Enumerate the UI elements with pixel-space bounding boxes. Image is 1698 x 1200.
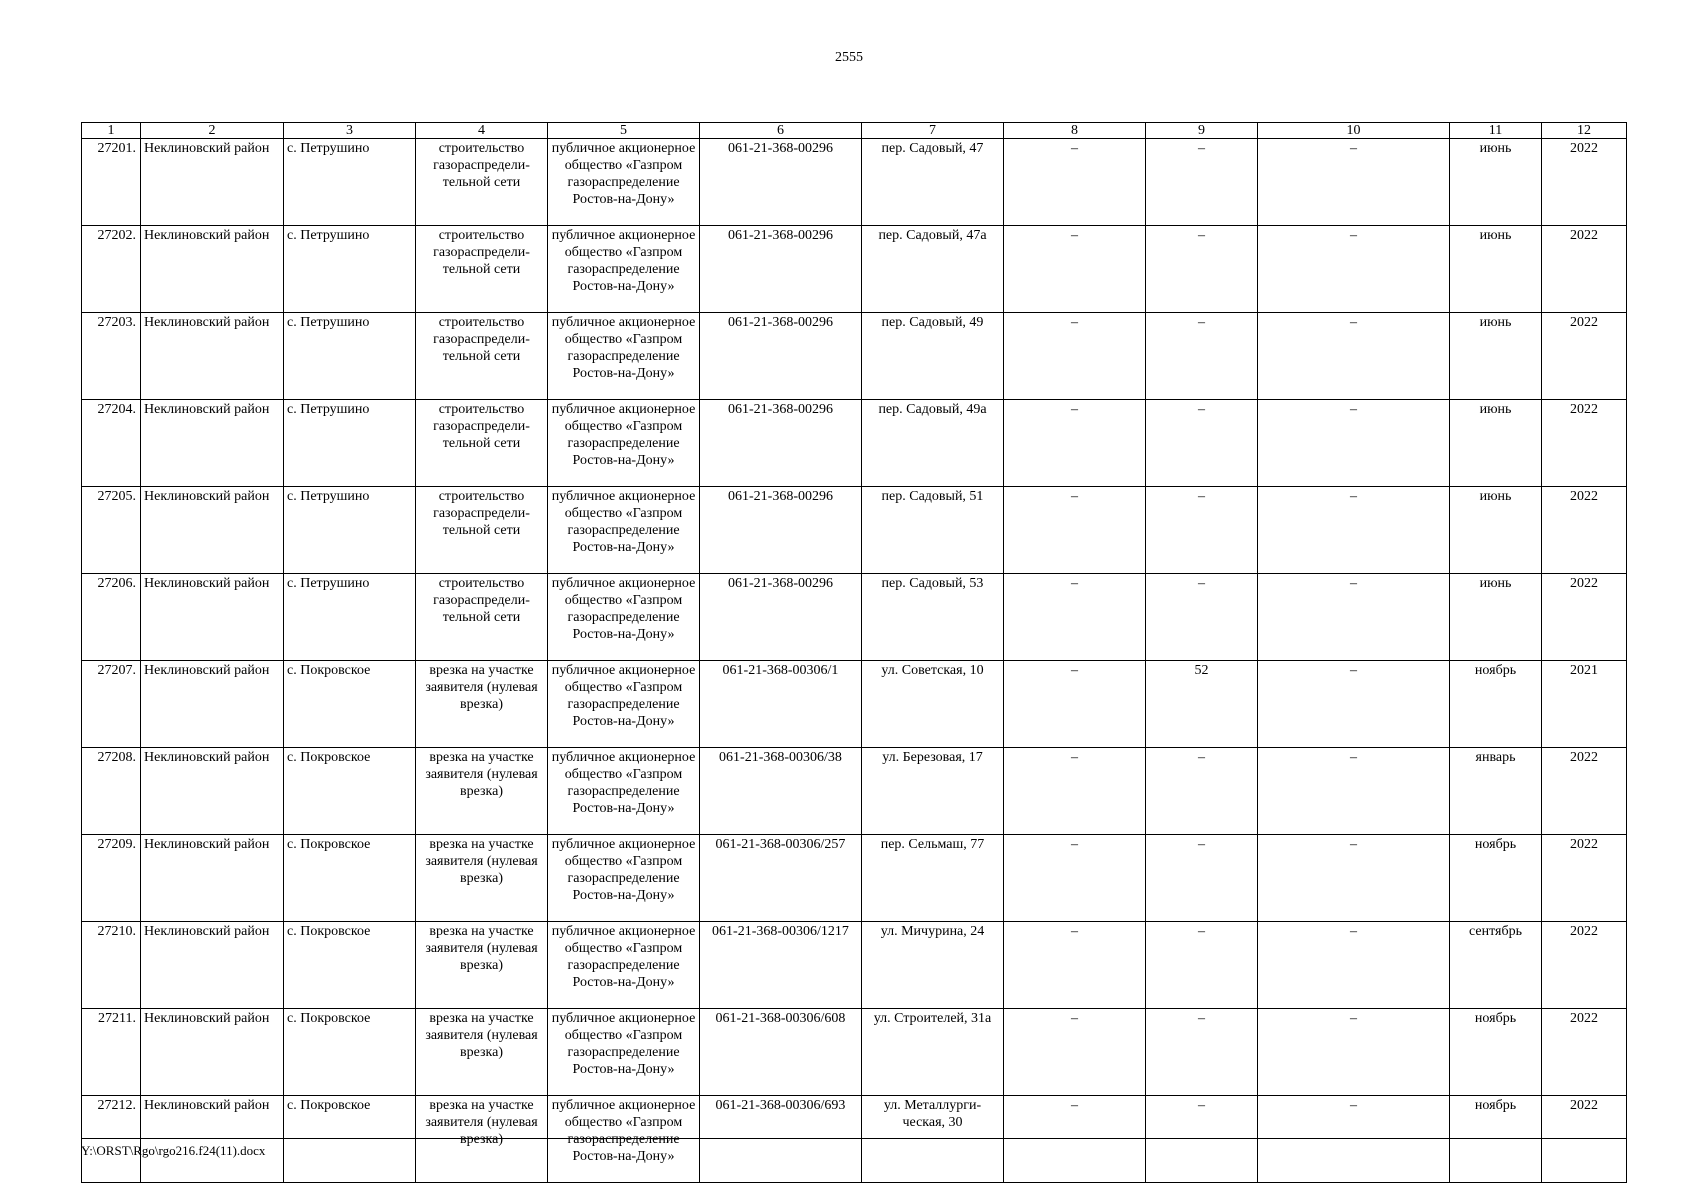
cell-organization: публичное акционерное общество «Газпром газораспределение Ростов-на-Дону» [548, 400, 700, 487]
cell-year: 2022 [1542, 1096, 1627, 1183]
table-row [82, 922, 1627, 1009]
cell-code: 061-21-368-00306/608 [700, 1009, 862, 1096]
cell-district: Неклиновский район [141, 661, 284, 748]
cell-month: ноябрь [1450, 661, 1542, 748]
cell-col8: – [1004, 1096, 1146, 1183]
cell-organization: публичное акционерное общество «Газпром газораспределение Ростов-на-Дону» [548, 835, 700, 922]
column-header: 6 [700, 123, 862, 139]
cell-code: 061-21-368-00306/1217 [700, 922, 862, 1009]
cell-organization: публичное акционерное общество «Газпром газораспределение Ростов-на-Дону» [548, 313, 700, 400]
column-number-row [82, 123, 1627, 139]
data-table [81, 122, 1627, 1183]
cell-organization: публичное акционерное общество «Газпром газораспределение Ростов-на-Дону» [548, 487, 700, 574]
cell-settlement: с. Петрушино [284, 313, 416, 400]
table-row [82, 139, 1627, 226]
cell-col9: – [1146, 922, 1258, 1009]
cell-col8: – [1004, 487, 1146, 574]
cell-settlement: с. Покровское [284, 1009, 416, 1096]
cell-district: Неклиновский район [141, 748, 284, 835]
cell-code: 061-21-368-00306/1 [700, 661, 862, 748]
table-body [82, 139, 1627, 1183]
cell-district: Неклиновский район [141, 835, 284, 922]
cell-work-type: врезка на участке заявителя (нулевая врезка) [416, 835, 548, 922]
table-row [82, 400, 1627, 487]
table-row [82, 226, 1627, 313]
cell-number: 27206. [82, 574, 141, 661]
column-header: 5 [548, 123, 700, 139]
cell-settlement: с. Петрушино [284, 400, 416, 487]
cell-work-type: строительство газораспредели-тельной сети [416, 139, 548, 226]
cell-work-type: строительство газораспредели-тельной сети [416, 487, 548, 574]
column-header: 4 [416, 123, 548, 139]
cell-col10: – [1258, 400, 1450, 487]
table-row [82, 487, 1627, 574]
column-header: 2 [141, 123, 284, 139]
cell-number: 27201. [82, 139, 141, 226]
cell-month: июнь [1450, 400, 1542, 487]
cell-district: Неклиновский район [141, 400, 284, 487]
cell-col10: – [1258, 748, 1450, 835]
cell-col10: – [1258, 313, 1450, 400]
cell-organization: публичное акционерное общество «Газпром газораспределение Ростов-на-Дону» [548, 574, 700, 661]
cell-year: 2022 [1542, 139, 1627, 226]
cell-col10: – [1258, 661, 1450, 748]
cell-year: 2021 [1542, 661, 1627, 748]
cell-district: Неклиновский район [141, 1009, 284, 1096]
cell-district: Неклиновский район [141, 487, 284, 574]
cell-month: июнь [1450, 487, 1542, 574]
cell-col8: – [1004, 1009, 1146, 1096]
table-row [82, 1009, 1627, 1096]
cell-month: январь [1450, 748, 1542, 835]
cell-col10: – [1258, 922, 1450, 1009]
cell-col9: – [1146, 487, 1258, 574]
cell-col9: – [1146, 139, 1258, 226]
cell-work-type: строительство газораспредели-тельной сети [416, 574, 548, 661]
cell-month: июнь [1450, 139, 1542, 226]
cell-address: пер. Садовый, 49а [862, 400, 1004, 487]
cell-month: июнь [1450, 574, 1542, 661]
cell-work-type: врезка на участке заявителя (нулевая врезка) [416, 748, 548, 835]
cell-month: сентябрь [1450, 922, 1542, 1009]
cell-col9: – [1146, 1096, 1258, 1183]
cell-year: 2022 [1542, 922, 1627, 1009]
cell-address: ул. Металлурги-ческая, 30 [862, 1096, 1004, 1183]
cell-settlement: с. Покровское [284, 661, 416, 748]
cell-address: ул. Березовая, 17 [862, 748, 1004, 835]
cell-col8: – [1004, 661, 1146, 748]
cell-number: 27211. [82, 1009, 141, 1096]
cell-year: 2022 [1542, 574, 1627, 661]
cell-col8: – [1004, 922, 1146, 1009]
cell-organization: публичное акционерное общество «Газпром газораспределение Ростов-на-Дону» [548, 748, 700, 835]
cell-address: пер. Садовый, 49 [862, 313, 1004, 400]
cell-col9: – [1146, 835, 1258, 922]
cell-district: Неклиновский район [141, 574, 284, 661]
cell-year: 2022 [1542, 835, 1627, 922]
cell-col9: – [1146, 1009, 1258, 1096]
cell-settlement: с. Петрушино [284, 487, 416, 574]
cell-col10: – [1258, 1096, 1450, 1183]
cell-address: пер. Садовый, 51 [862, 487, 1004, 574]
cell-settlement: с. Покровское [284, 748, 416, 835]
cell-year: 2022 [1542, 1009, 1627, 1096]
cell-work-type: врезка на участке заявителя (нулевая врезка) [416, 1009, 548, 1096]
cell-col10: – [1258, 226, 1450, 313]
cell-address: пер. Сельмаш, 77 [862, 835, 1004, 922]
cell-col10: – [1258, 139, 1450, 226]
cell-col8: – [1004, 835, 1146, 922]
cell-work-type: строительство газораспредели-тельной сети [416, 226, 548, 313]
cell-settlement: с. Покровское [284, 1096, 416, 1183]
column-header: 3 [284, 123, 416, 139]
cell-settlement: с. Петрушино [284, 574, 416, 661]
column-header: 12 [1542, 123, 1627, 139]
cell-number: 27205. [82, 487, 141, 574]
cell-year: 2022 [1542, 400, 1627, 487]
cell-code: 061-21-368-00296 [700, 226, 862, 313]
cell-col8: – [1004, 748, 1146, 835]
cell-district: Неклиновский район [141, 313, 284, 400]
cell-settlement: с. Покровское [284, 922, 416, 1009]
cell-settlement: с. Петрушино [284, 139, 416, 226]
cell-address: пер. Садовый, 47 [862, 139, 1004, 226]
cell-number: 27204. [82, 400, 141, 487]
cell-code: 061-21-368-00306/693 [700, 1096, 862, 1183]
cell-address: пер. Садовый, 47а [862, 226, 1004, 313]
cell-settlement: с. Петрушино [284, 226, 416, 313]
cell-col10: – [1258, 1009, 1450, 1096]
cell-code: 061-21-368-00306/38 [700, 748, 862, 835]
column-header: 7 [862, 123, 1004, 139]
cell-number: 27207. [82, 661, 141, 748]
cell-col8: – [1004, 226, 1146, 313]
table-row [82, 313, 1627, 400]
cell-settlement: с. Покровское [284, 835, 416, 922]
cell-number: 27212. [82, 1096, 141, 1183]
cell-year: 2022 [1542, 313, 1627, 400]
cell-address: пер. Садовый, 53 [862, 574, 1004, 661]
cell-organization: публичное акционерное общество «Газпром газораспределение Ростов-на-Дону» [548, 922, 700, 1009]
cell-year: 2022 [1542, 487, 1627, 574]
column-header: 10 [1258, 123, 1450, 139]
cell-year: 2022 [1542, 226, 1627, 313]
cell-work-type: врезка на участке заявителя (нулевая врезка) [416, 922, 548, 1009]
cell-col9: – [1146, 400, 1258, 487]
cell-number: 27210. [82, 922, 141, 1009]
cell-code: 061-21-368-00306/257 [700, 835, 862, 922]
table-row [82, 748, 1627, 835]
cell-district: Неклиновский район [141, 226, 284, 313]
cell-address: ул. Советская, 10 [862, 661, 1004, 748]
cell-col10: – [1258, 835, 1450, 922]
table-row [82, 835, 1627, 922]
cell-number: 27202. [82, 226, 141, 313]
column-header: 9 [1146, 123, 1258, 139]
cell-organization: публичное акционерное общество «Газпром газораспределение Ростов-на-Дону» [548, 1096, 700, 1183]
table-row [82, 661, 1627, 748]
cell-col9: – [1146, 226, 1258, 313]
cell-col10: – [1258, 487, 1450, 574]
cell-organization: публичное акционерное общество «Газпром газораспределение Ростов-на-Дону» [548, 139, 700, 226]
cell-number: 27203. [82, 313, 141, 400]
cell-code: 061-21-368-00296 [700, 574, 862, 661]
table-row [82, 1096, 1627, 1183]
cell-work-type: строительство газораспредели-тельной сети [416, 313, 548, 400]
cell-month: ноябрь [1450, 835, 1542, 922]
cell-organization: публичное акционерное общество «Газпром газораспределение Ростов-на-Дону» [548, 1009, 700, 1096]
page-number: 2555 [835, 50, 863, 65]
cell-col8: – [1004, 313, 1146, 400]
cell-organization: публичное акционерное общество «Газпром газораспределение Ростов-на-Дону» [548, 661, 700, 748]
cell-address: ул. Мичурина, 24 [862, 922, 1004, 1009]
cell-month: июнь [1450, 313, 1542, 400]
cell-number: 27208. [82, 748, 141, 835]
cell-district: Неклиновский район [141, 922, 284, 1009]
cell-number: 27209. [82, 835, 141, 922]
cell-code: 061-21-368-00296 [700, 313, 862, 400]
cell-organization: публичное акционерное общество «Газпром газораспределение Ростов-на-Дону» [548, 226, 700, 313]
cell-code: 061-21-368-00296 [700, 487, 862, 574]
column-header: 11 [1450, 123, 1542, 139]
cell-col8: – [1004, 574, 1146, 661]
cell-code: 061-21-368-00296 [700, 400, 862, 487]
column-header: 1 [82, 123, 141, 139]
cell-district: Неклиновский район [141, 1096, 284, 1183]
cell-work-type: врезка на участке заявителя (нулевая врезка) [416, 1096, 548, 1183]
cell-district: Неклиновский район [141, 139, 284, 226]
cell-work-type: строительство газораспредели-тельной сети [416, 400, 548, 487]
cell-code: 061-21-368-00296 [700, 139, 862, 226]
cell-col9: – [1146, 574, 1258, 661]
table-row [82, 574, 1627, 661]
cell-month: июнь [1450, 226, 1542, 313]
cell-month: ноябрь [1450, 1009, 1542, 1096]
cell-col8: – [1004, 139, 1146, 226]
column-header: 8 [1004, 123, 1146, 139]
cell-work-type: врезка на участке заявителя (нулевая врезка) [416, 661, 548, 748]
cell-col9: – [1146, 748, 1258, 835]
cell-address: ул. Строителей, 31а [862, 1009, 1004, 1096]
cell-month: ноябрь [1450, 1096, 1542, 1183]
file-path-footer: Y:\ORST\Rgo\rgo216.f24(11).docx [81, 1143, 266, 1158]
cell-col8: – [1004, 400, 1146, 487]
cell-col9: – [1146, 313, 1258, 400]
cell-col9: 52 [1146, 661, 1258, 748]
cell-col10: – [1258, 574, 1450, 661]
cell-year: 2022 [1542, 748, 1627, 835]
